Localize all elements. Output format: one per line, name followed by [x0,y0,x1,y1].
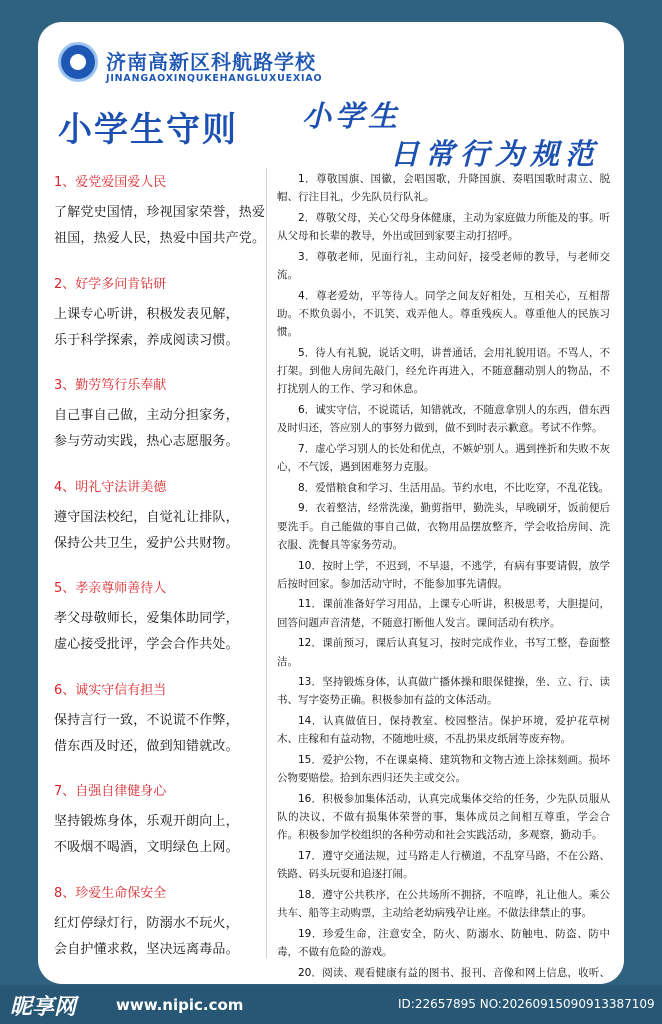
rule-text: 红灯停绿灯行，防溺水不玩火， 会自护懂求救，坚决远离毒品。 [54,915,239,957]
norm-item: 6．诚实守信，不说谎话，知错就改，不随意拿别人的东西，借东西及时归还，答应别人的事努力做到，做不到时表示歉意。考试不作弊。 [277,403,610,435]
rule-text: 自己事自己做，主动分担家务， 参与劳动实践，热心志愿服务。 [54,408,239,449]
rule-text: 坚持锻炼身体，乐观开朗向上， 不吸烟不喝酒，文明绿色上网。 [54,814,239,855]
rule-text: 了解党史国情，珍视国家荣誉，热爱 祖国，热爱人民，热爱中国共产党。 [54,205,266,246]
norm-item: 15．爱护公物，不在课桌椅、建筑物和文物古迹上涂抹刻画。损坏公物要赔偿。拾到东西归还失主或交公。 [277,754,610,785]
decorative-title-line2: 日常行为规范 [390,137,601,171]
rule-section [54,581,264,673]
norm-item: 17．遵守交通法规，过马路走人行横道，不乱穿马路，不在公路、铁路、码头玩耍和追逐打闹。 [277,850,610,881]
rule-section [54,480,264,572]
norm-item: 18．遵守公共秩序，在公共场所不拥挤，不喧哗，礼让他人。乘公共车、船等主动购票，主动给老幼病残孕让座。不做法律禁止的事。 [277,889,610,920]
rule-heading: 5、孝亲尊师善待人 [54,581,167,596]
norm-item: 10．按时上学，不迟到，不早退，不逃学，有病有事要请假，放学后按时回家。参加活动守时，不能参加事先请假。 [277,559,610,590]
norm-item: 1．尊敬国旗、国徽，会唱国歌，升降国旗、奏唱国歌时肃立、脱帽、行注目礼，少先队员行队礼。 [277,173,610,204]
rule-heading: 6、诚实守信有担当 [54,682,167,698]
poster-card [38,22,624,984]
rule-section [54,683,264,775]
watermark-url: www.nipic.com [116,996,244,1014]
watermark-site-name: 昵享网 [10,995,77,1020]
rule-heading: 7、自强自律健身心 [54,784,167,799]
rule-text: 孝父母敬师长，爱集体助同学， 虚心接受批评，学会合作共处。 [54,611,239,652]
norms-column [277,170,610,984]
rule-heading: 4、明礼守法讲美德 [54,479,167,495]
rule-heading: 8、珍爱生命保安全 [54,885,167,901]
norm-item: 7．虚心学习别人的长处和优点，不嫉妒别人。遇到挫折和失败不灰心，不气馁，遇到困难努力克服。 [277,442,610,474]
column-divider [266,168,267,958]
norm-item: 16．积极参加集体活动，认真完成集体交给的任务，少先队员服从队的决议，不做有损集体荣誉的事，集体成员之间相互尊重，学会合作。积极参加学校组织的各种劳动和社会实践活动，多观察，勤动手。 [277,793,610,842]
norm-item: 2．尊敬父母，关心父母身体健康，主动为家庭做力所能及的事。听从父母和长辈的教导，外出或回到家要主动打招呼。 [277,211,610,243]
rule-section [54,784,264,876]
norm-item: 11．课前准备好学习用品，上课专心听讲，积极思考，大胆提问，回答问题声音清楚，不随意打断他人发言。课间活动有秩序。 [277,598,610,629]
school-logo-icon [58,42,98,82]
norm-item: 14．认真做值日，保持教室、校园整洁。保护环境，爱护花草树木、庄稼和有益动物，不随地吐痰，不乱扔果皮纸屑等废弃物。 [277,715,610,746]
norm-item: 3．尊敬老师，见面行礼，主动问好，接受老师的教导，与老师交流。 [277,250,610,282]
decorative-title-line1: 小学生 [302,99,402,133]
norm-item: 19．珍爱生命，注意安全，防火、防溺水、防触电、防盗、防中毒，不做有危险的游戏。 [277,927,610,959]
rule-heading: 2、好学多问肯钻研 [54,276,167,292]
rule-section [54,175,264,267]
rule-section [54,378,264,470]
norm-item: 4．尊老爱幼，平等待人。同学之间友好相处，互相关心，互相帮助。不欺负弱小，不讥笑、戏弄他人。尊重残疾人。尊重他人的民族习惯。 [277,289,610,339]
rule-heading: 3、勤劳笃行乐奉献 [54,378,167,393]
rule-text: 上课专心听讲，积极发表见解， 乐于科学探索，养成阅读习惯。 [54,306,239,348]
school-pinyin: JINANGAOXINQUKEHANGLUXUEXIAO [106,73,323,84]
norm-item: 13．坚持锻炼身体，认真做广播体操和眼保健操，坐、立、行、读书、写字姿势正确。积极参加有益的文体活动。 [277,676,610,707]
norm-item: 5．待人有礼貌，说话文明，讲普通话，会用礼貌用语。不骂人，不打架。到他人房间先敲门，经允许再进入，不随意翻动别人的物品，不打扰别人的工作、学习和休息。 [277,346,610,396]
rule-section [54,886,264,978]
norm-item: 12．课前预习，课后认真复习，按时完成作业，书写工整，卷面整洁。 [277,637,610,668]
rules-column [54,165,264,984]
rule-section [54,277,264,369]
norm-item: 9．衣着整洁，经常洗澡，勤剪指甲，勤洗头，早晚刷牙，饭前便后要洗手。自己能做的事自己做，衣物用品摆放整齐，学会收拾房间、洗衣服、洗餐具等家务劳动。 [277,502,610,551]
rule-heading: 1、爱党爱国爱人民 [54,175,167,190]
rule-text: 保持言行一致，不说谎不作弊， 借东西及时还，做到知错就改。 [54,712,239,754]
rule-text: 遵守国法校纪，自觉礼让排队， 保持公共卫生，爱护公共财物。 [54,509,239,551]
norm-item: 20．阅读、观看健康有益的图书、报刊、音像和网上信息，收听、 [298,966,610,979]
school-name: 济南高新区科航路学校 [106,50,316,74]
norm-item: 8．爱惜粮食和学习、生活用品。节约水电，不比吃穿，不乱花钱。 [298,481,610,494]
watermark-id: ID:22657895 NO:20260915090913387109 [398,997,655,1011]
main-title: 小学生守则 [58,110,238,150]
